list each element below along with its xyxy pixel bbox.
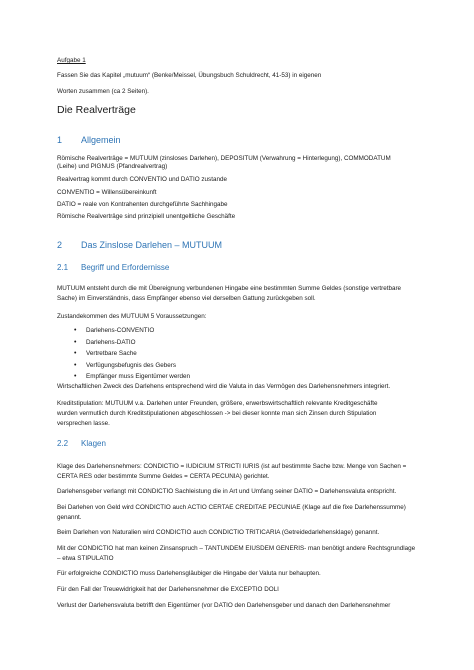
paragraph: Klage des Darlehensnehmers: CONDICTIO = IUDICIUM STRICTI IURIS (ist auf bestimmte Sache bzw. Menge von Sachen = bbox=[57, 463, 407, 470]
paragraph: Römische Realverträge sind prinzipiell unentgeltliche Geschäfte bbox=[57, 213, 236, 220]
paragraph: genannt. bbox=[57, 514, 82, 521]
list-item: • Darlehens-CONVENTIO bbox=[74, 325, 190, 337]
paragraph: Darlehensgeber verlangt mit CONDICTIO Sachleistung die in Art und Umfang seiner DATIO = Darlehensvaluta entspricht. bbox=[57, 488, 397, 495]
list-item: • Empfänger muss Eigentümer werden bbox=[74, 371, 190, 383]
paragraph: Wirtschaftlichen Zweck des Darlehens entsprechend wird die Valuta in das Vermögen des Darlehensnehmers integriert. bbox=[57, 383, 391, 390]
paragraph: Für den Fall der Treuewidrigkeit hat der Darlehensnehmer die EXCEPTIO DOLI bbox=[57, 586, 279, 593]
paragraph: versprechen lasse. bbox=[57, 420, 110, 427]
paragraph: CONVENTIO = Willensübereinkunft bbox=[57, 189, 157, 196]
section-number: 2.2 bbox=[57, 439, 69, 448]
list-item: • Vertretbare Sache bbox=[74, 348, 190, 360]
paragraph: Zustandekommen des MUTUUM 5 Voraussetzungen: bbox=[57, 313, 207, 320]
section-2-1-heading bbox=[57, 263, 169, 272]
paragraph: Beim Darlehen von Naturalien wird CONDICTIO auch CONDICTIO TRITICARIA (Getreidedarlehensklage) genannt. bbox=[57, 529, 380, 536]
paragraph: Realvertrag kommt durch CONVENTIO und DATIO zustande bbox=[57, 176, 227, 183]
paragraph: Sache) im Einverständnis, dass Empfänger ebenso viel derselben Gattung zurückgeben soll. bbox=[57, 295, 316, 302]
task-text-line1: Fassen Sie das Kapitel „mutuum“ (Benke/Meissel, Übungsbuch Schuldrecht, 41-53) in eigenen bbox=[57, 72, 322, 79]
section-number: 2.1 bbox=[57, 263, 69, 272]
paragraph: Für erfolgreiche CONDICTIO muss Darlehensgläubiger die Hingabe der Valuta nur behaupten. bbox=[57, 570, 321, 577]
paragraph: (Leihe) und PIGNUS (Pfandrealvertrag) bbox=[57, 163, 168, 170]
paragraph: DATIO = reale von Kontrahenten durchgeführte Sachhingabe bbox=[57, 201, 228, 208]
section-title: Allgemein bbox=[81, 135, 121, 145]
section-2-2-heading bbox=[57, 439, 106, 448]
section-1-heading bbox=[57, 135, 121, 145]
list-item: • Verfügungsbefugnis des Gebers bbox=[74, 360, 190, 372]
section-number: 2 bbox=[57, 240, 63, 250]
list-item: • Darlehens-DATIO bbox=[74, 337, 190, 349]
section-title: Klagen bbox=[81, 439, 106, 448]
section-title: Begriff und Erfordernisse bbox=[81, 263, 170, 272]
section-number: 1 bbox=[57, 135, 63, 145]
paragraph: – etwa STIPULATIO bbox=[57, 555, 114, 562]
task-label: Aufgabe 1 bbox=[57, 57, 86, 64]
paragraph: MUTUUM entsteht durch die mit Übereignung verbundenen Hingabe eine bestimmten Summe Geldes (sonstige vertretbare bbox=[57, 285, 402, 292]
paragraph: Verlust der Darlehensvaluta betrifft den Eigentümer (vor DATIO den Darlehensgeber und danach den Darlehensnehmer bbox=[57, 602, 391, 609]
paragraph: wurden vermutlich durch Kreditstipulationen abgeschlossen -> bei dieser konnte man sich Zinsen durch Stipulation bbox=[57, 410, 377, 417]
requirements-list bbox=[74, 325, 190, 383]
paragraph: Kreditstipulation: MUTUUM v.a. Darlehen unter Freunden, größere, erwerbswirtschaftlich relevante Kreditgeschäfte bbox=[57, 400, 378, 407]
paragraph: Bei Darlehen von Geld wird CONDICTIO auch ACTIO CERTAE CREDITAE PECUNIAE (Klage auf die fixe Darlehenssumme) bbox=[57, 504, 406, 511]
task-text-line2: Worten zusammen (ca 2 Seiten). bbox=[57, 88, 149, 95]
section-2-heading bbox=[57, 240, 222, 250]
section-title: Das Zinslose Darlehen – MUTUUM bbox=[81, 240, 223, 250]
page-title: Die Realverträge bbox=[57, 104, 136, 116]
paragraph: Römische Realverträge = MUTUUM (zinsloses Darlehen), DEPOSITUM (Verwahrung = Hinterlegung), COMMODATUM bbox=[57, 155, 391, 162]
paragraph: Mit der CONDICTIO hat man keinen Zinsanspruch – TANTUNDEM EIUSDEM GENERIS- man benötigt andere Rechtsgrundlage bbox=[57, 545, 416, 552]
paragraph: CERTA RES oder bestimmte Summe Geldes = CERTA PECUNIA) gerichtet. bbox=[57, 473, 270, 480]
